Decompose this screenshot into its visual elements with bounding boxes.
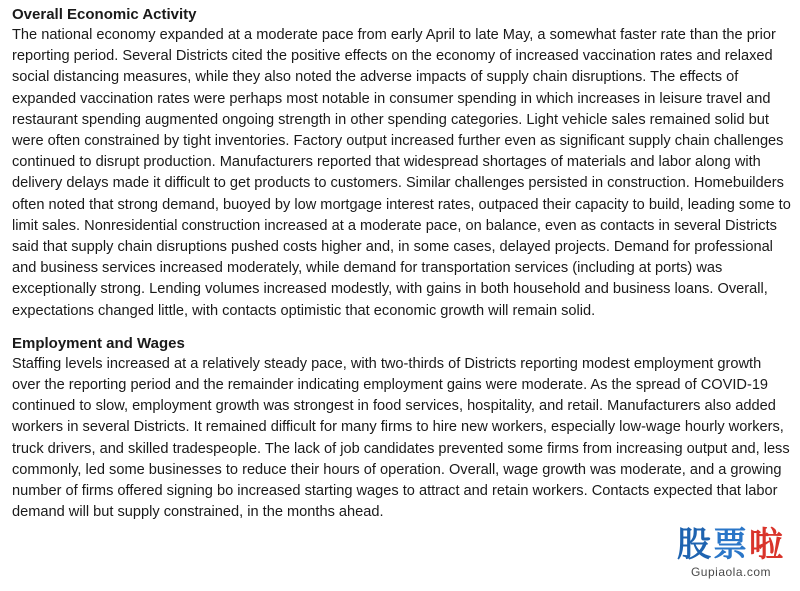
- section-paragraph: The national economy expanded at a moderate pace from early April to late May, a somewhat faster rate than the prior reporting period. Several Districts cited the positive effects on the economy of increased vaccination rates and relaxed social distancing measures, while they also noted the adverse impacts of supply chain disruptions. The effects of expanded vaccination rates were perhaps most notable in consumer spending in which increases in leisure travel and restaurant spending augmented ongoing strength in other spending categories. Light vehicle sales remained solid but were often constrained by tight inventories. Factory output increased further even as significant supply chain challenges continued to disrupt production. Manufacturers reported that widespread shortages of materials and labor along with delivery delays made it difficult to get products to customers. Similar challenges persisted in construction. Homebuilders often noted that strong demand, buoyed by low mortgage interest rates, outpaced their capacity to build, leading some to limit sales. Nonresidential construction increased at a moderate pace, on balance, even as contacts in several Districts said that supply chain disruptions pushed costs higher and, in some cases, delayed projects. Demand for professional and business services increased moderately, while demand for transportation services (including at ports) was exceptionally strong. Lending volumes increased modestly, with gains in both household and business loans. Overall, expectations changed little, with contacts optimistic that economic growth will remain solid.: [12, 27, 791, 319]
- watermark-glyph: 股: [677, 525, 713, 565]
- site-watermark-logo: [668, 525, 794, 587]
- watermark-glyph: 啦: [749, 525, 785, 565]
- section-paragraph: Staffing levels increased at a relatively steady pace, with two-thirds of Districts reporting modest employment growth over the reporting period and the remainder indicating employment gains were moderate. As the spread of COVID-19 continued to slow, employment growth was strongest in food services, hospitality, and retail. Manufacturers also added workers in several Districts. It remained difficult for many firms to hire new workers, especially low-wage hourly workers, truck drivers, and skilled tradespeople. The lack of job candidates prevented some firms from increasing output and, less commonly, led some businesses to reduce their hours of operation. Overall, wage growth was moderate, and a growing number of firms offered signing bo increased starting wages to attract and retain workers. Contacts expected that labor demand will but supply constrained, in the months ahead.: [12, 355, 790, 521]
- document-page: [12, 4, 792, 523]
- watermark-glyphs: [668, 525, 794, 565]
- section-heading: Employment and Wages: [12, 334, 185, 352]
- watermark-glyph: 票: [713, 525, 749, 565]
- section-employment-and-wages: [12, 333, 792, 524]
- section-overall-economic-activity: [12, 4, 792, 322]
- watermark-url: Gupiaola.com: [690, 565, 772, 579]
- section-heading: Overall Economic Activity: [12, 6, 197, 23]
